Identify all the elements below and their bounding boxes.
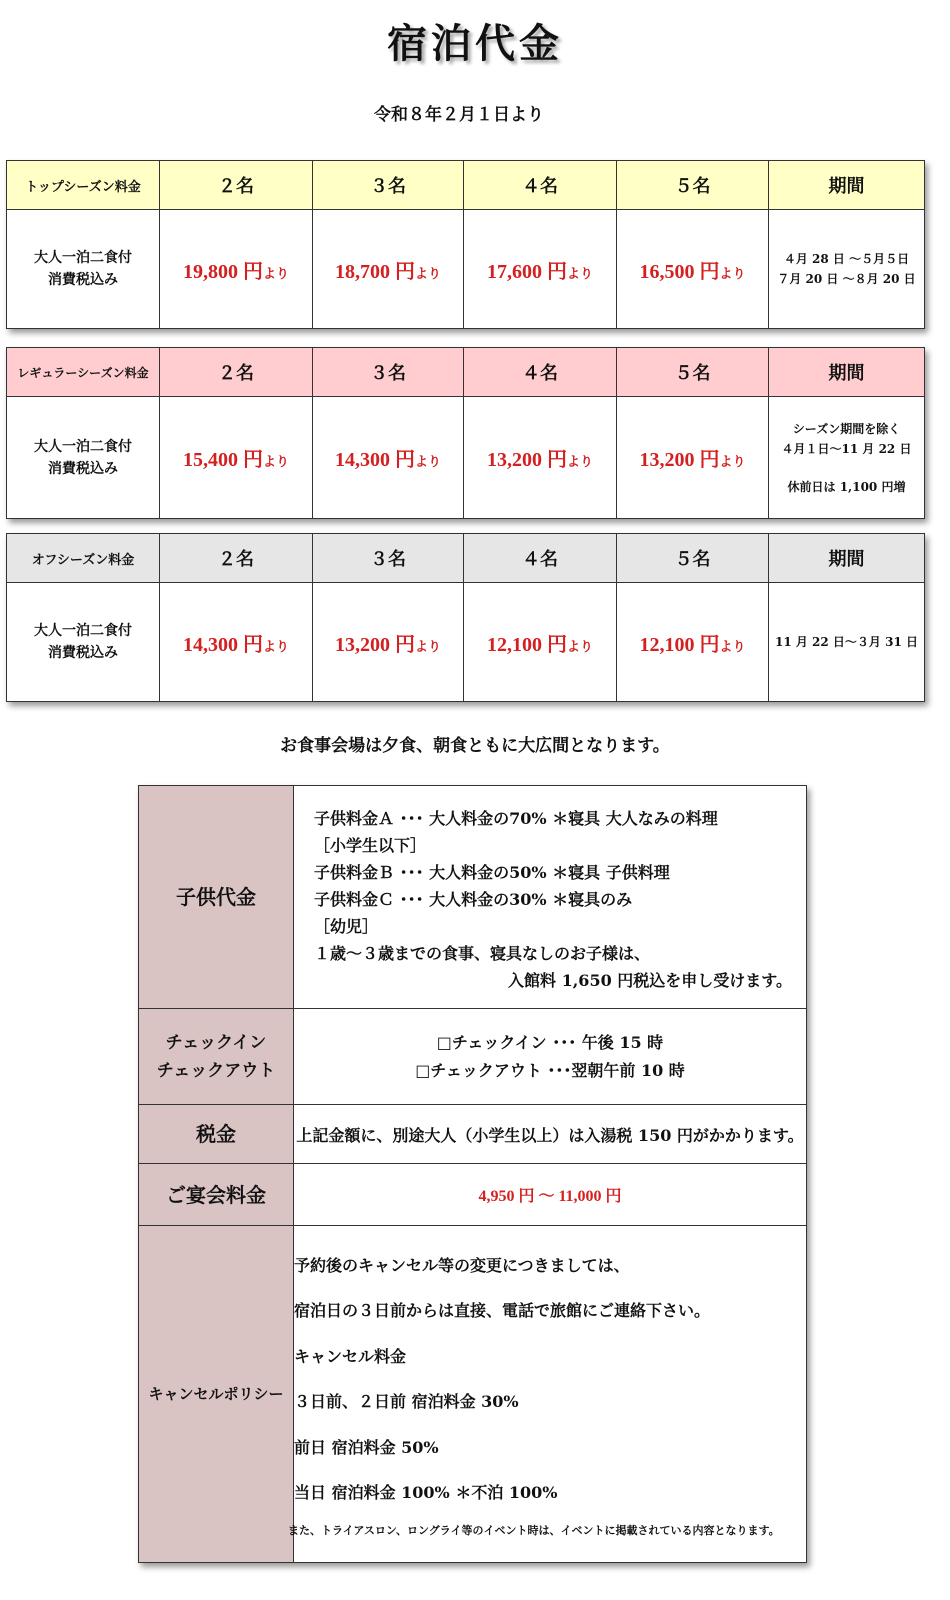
checkin-head bbox=[139, 1009, 294, 1105]
child-body bbox=[294, 786, 807, 1009]
price-unit: 円 bbox=[242, 633, 263, 656]
price-value: 14,300 bbox=[334, 449, 390, 471]
price-unit: 円 bbox=[546, 449, 567, 471]
price-suffix: より bbox=[262, 638, 289, 654]
col-3-persons: ３名 bbox=[313, 534, 464, 583]
price-suffix: より bbox=[719, 265, 746, 281]
tax-row bbox=[139, 1105, 807, 1164]
col-2-persons: ２名 bbox=[160, 348, 313, 397]
child-row bbox=[139, 786, 807, 1009]
top-season-row bbox=[7, 210, 925, 329]
off-season-header bbox=[7, 534, 925, 583]
price-value: 14,300 bbox=[182, 633, 238, 656]
price-5-persons bbox=[617, 397, 769, 519]
adult-label-line1: 大人一泊二食付 bbox=[34, 438, 132, 455]
col-5-persons: ５名 bbox=[617, 348, 769, 397]
price-suffix: より bbox=[262, 265, 289, 281]
cancel-footnote: また、トライアスロン、ロングライ等のイベント時は、イベントに掲載されている内容となります。 bbox=[288, 1523, 780, 1537]
col-period: 期間 bbox=[769, 161, 925, 210]
adult-label-line1: 大人一泊二食付 bbox=[34, 250, 132, 266]
price-unit: 円 bbox=[699, 633, 720, 656]
cancel-line: 予約後のキャンセル等の変更につきましては、 bbox=[294, 1255, 630, 1275]
price-value: 17,600 bbox=[486, 260, 542, 283]
checkin-line: □チェックイン ･･･ 午後 15 時 bbox=[436, 1032, 664, 1052]
checkin-body bbox=[294, 1009, 807, 1105]
price-value: 12,100 bbox=[639, 633, 695, 656]
off-season-row bbox=[7, 583, 925, 702]
price-suffix: より bbox=[414, 454, 441, 469]
price-4-persons bbox=[464, 210, 617, 329]
period-line: 11 月 22 日～３月 31 日 bbox=[775, 635, 918, 649]
page-title: 宿泊代金 bbox=[387, 20, 563, 67]
price-2-persons bbox=[160, 583, 313, 702]
meal-note: お食事会場は夕食、朝食ともに大広間となります。 bbox=[280, 736, 670, 756]
cancel-line: 宿泊日の３日前からは直接、電話で旅館にご連絡下さい。 bbox=[294, 1301, 711, 1320]
price-unit: 円 bbox=[394, 449, 415, 471]
regular-season-table bbox=[6, 347, 925, 519]
price-2-persons bbox=[160, 210, 313, 329]
adult-label bbox=[7, 397, 160, 519]
checkin-head-line1: チェックイン bbox=[165, 1032, 267, 1053]
price-suffix: より bbox=[566, 454, 593, 469]
price-3-persons bbox=[313, 583, 464, 702]
price-suffix: より bbox=[566, 638, 593, 654]
price-suffix: より bbox=[414, 638, 441, 654]
col-5-persons: ５名 bbox=[617, 161, 769, 210]
cancel-head: キャンセルポリシー bbox=[139, 1226, 294, 1563]
price-suffix: より bbox=[566, 265, 593, 281]
col-5-persons: ５名 bbox=[617, 534, 769, 583]
price-value: 19,800 bbox=[182, 260, 238, 283]
season-label: オフシーズン料金 bbox=[7, 534, 160, 583]
price-unit: 円 bbox=[394, 633, 415, 656]
top-season-table bbox=[6, 160, 925, 329]
cancel-line: ３日前、２日前 宿泊料金 30% bbox=[294, 1392, 519, 1411]
col-4-persons: ４名 bbox=[464, 348, 617, 397]
cancel-body bbox=[288, 1226, 807, 1563]
col-3-persons: ３名 bbox=[313, 348, 464, 397]
price-unit: 円 bbox=[699, 260, 720, 283]
info-table bbox=[138, 785, 807, 1563]
adult-label-line2: 消費税込み bbox=[48, 272, 118, 288]
adult-label bbox=[7, 583, 160, 702]
period-line: ４月 28 日 ～５月５日 bbox=[783, 252, 910, 266]
checkin-head-line2: チェックアウト bbox=[156, 1060, 276, 1081]
period-note: 休前日は 1,100 円増 bbox=[787, 479, 906, 494]
price-3-persons bbox=[313, 210, 464, 329]
period-line: ４月１日～11 月 22 日 bbox=[781, 441, 912, 456]
price-value: 16,500 bbox=[639, 260, 695, 283]
price-unit: 円 bbox=[242, 260, 263, 283]
col-period: 期間 bbox=[769, 534, 925, 583]
cancel-line: 当日 宿泊料金 100% ＊不泊 100% bbox=[294, 1483, 558, 1502]
child-head: 子供代金 bbox=[139, 786, 294, 1009]
adult-label-line1: 大人一泊二食付 bbox=[34, 623, 132, 639]
price-unit: 円 bbox=[394, 260, 415, 283]
price-unit: 円 bbox=[546, 260, 567, 283]
col-3-persons: ３名 bbox=[313, 161, 464, 210]
child-line: 入館料 1,650 円税込を申し受けます。 bbox=[508, 970, 792, 990]
price-suffix: より bbox=[719, 454, 746, 469]
price-value: 13,200 bbox=[639, 449, 695, 471]
season-label: レギュラーシーズン料金 bbox=[7, 348, 160, 397]
off-season-table bbox=[6, 533, 925, 702]
price-4-persons bbox=[464, 397, 617, 519]
col-2-persons: ２名 bbox=[160, 534, 313, 583]
cancel-line: キャンセル料金 bbox=[294, 1346, 407, 1366]
price-value: 18,700 bbox=[334, 260, 390, 283]
price-unit: 円 bbox=[546, 633, 567, 656]
season-label: トップシーズン料金 bbox=[7, 161, 160, 210]
col-4-persons: ４名 bbox=[464, 534, 617, 583]
cancel-line: 前日 宿泊料金 50% bbox=[294, 1437, 439, 1457]
checkout-line: □チェックアウト ･･･翌朝午前 10 時 bbox=[415, 1060, 685, 1080]
adult-label bbox=[7, 210, 160, 329]
adult-label-line2: 消費税込み bbox=[48, 460, 118, 477]
adult-label-line2: 消費税込み bbox=[48, 645, 118, 661]
price-5-persons bbox=[617, 210, 769, 329]
period-line: ７月 20 日 ～８月 20 日 bbox=[777, 272, 916, 286]
col-2-persons: ２名 bbox=[160, 161, 313, 210]
child-line: ［幼児］ bbox=[314, 916, 379, 936]
banquet-head: ご宴会料金 bbox=[139, 1164, 294, 1226]
tax-head: 税金 bbox=[139, 1105, 294, 1164]
price-suffix: より bbox=[414, 265, 441, 281]
price-value: 12,100 bbox=[486, 633, 542, 656]
period-line: シーズン期間を除く bbox=[792, 421, 901, 436]
period-cell bbox=[769, 397, 925, 519]
child-line: 子供料金Ｂ ･･･ 大人料金の50% ＊寝具 子供料理 bbox=[314, 862, 670, 882]
price-value: 13,200 bbox=[334, 633, 390, 656]
banquet-price: 4,950 円 ～ 11,000 円 bbox=[294, 1164, 807, 1226]
regular-season-header bbox=[7, 348, 925, 397]
col-period: 期間 bbox=[769, 348, 925, 397]
price-4-persons bbox=[464, 583, 617, 702]
child-line: 子供料金Ｃ ･･･ 大人料金の30% ＊寝具のみ bbox=[314, 889, 633, 909]
effective-date: 令和８年２月１日より bbox=[374, 105, 544, 125]
price-3-persons bbox=[313, 397, 464, 519]
price-suffix: より bbox=[262, 454, 289, 469]
price-value: 13,200 bbox=[486, 449, 542, 471]
child-line: 子供料金Ａ ･･･ 大人料金の70% ＊寝具 大人なみの料理 bbox=[314, 808, 718, 828]
child-line: ［小学生以下］ bbox=[314, 835, 427, 855]
price-unit: 円 bbox=[699, 449, 720, 471]
banquet-row bbox=[139, 1164, 807, 1226]
period-cell bbox=[769, 210, 925, 329]
price-suffix: より bbox=[719, 638, 746, 654]
price-value: 15,400 bbox=[182, 449, 238, 471]
price-2-persons bbox=[160, 397, 313, 519]
cancel-row bbox=[139, 1226, 807, 1563]
tax-body: 上記金額に、別途大人（小学生以上）は入湯税 150 円がかかります。 bbox=[294, 1105, 807, 1164]
regular-season-row bbox=[7, 397, 925, 519]
top-season-header bbox=[7, 161, 925, 210]
checkin-row bbox=[139, 1009, 807, 1105]
col-4-persons: ４名 bbox=[464, 161, 617, 210]
price-unit: 円 bbox=[242, 449, 263, 471]
price-5-persons bbox=[617, 583, 769, 702]
period-cell bbox=[769, 583, 925, 702]
child-line: １歳～３歳までの食事、寝具なしのお子様は、 bbox=[314, 943, 651, 963]
